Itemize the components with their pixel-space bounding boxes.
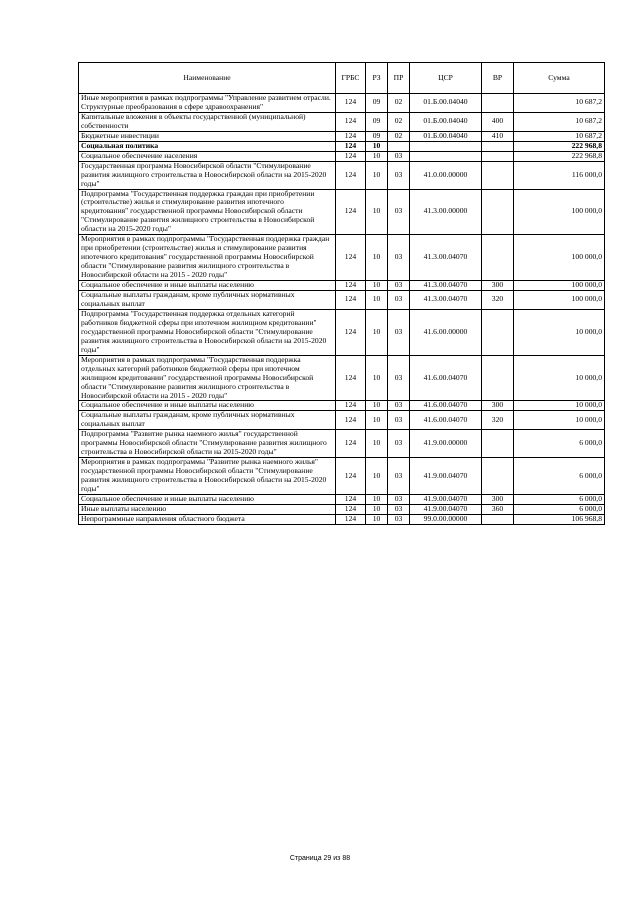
cell-vr [482, 141, 514, 151]
cell-csr: 41.6.00.04070 [410, 401, 482, 411]
cell-csr: 01.Б.00.04040 [410, 112, 482, 131]
cell-name: Непрограммные направления областного бюджета [79, 514, 336, 524]
cell-csr: 41.3.00.04070 [410, 235, 482, 281]
cell-csr: 41.9.00.00000 [410, 430, 482, 458]
cell-pr: 03 [388, 411, 410, 430]
table-row [79, 494, 605, 504]
cell-rz: 10 [366, 514, 388, 524]
header-rz: РЗ [366, 63, 388, 94]
cell-rz: 10 [366, 494, 388, 504]
cell-rz: 10 [366, 235, 388, 281]
table-row [79, 151, 605, 161]
cell-pr: 03 [388, 504, 410, 514]
cell-pr: 02 [388, 94, 410, 113]
cell-name: Социальное обеспечение и иные выплаты населению [79, 281, 336, 291]
table-row [79, 281, 605, 291]
cell-csr [410, 141, 482, 151]
cell-rz: 10 [366, 401, 388, 411]
cell-grbs: 124 [336, 291, 366, 310]
cell-name: Социальное обеспечение и иные выплаты населению [79, 494, 336, 504]
cell-csr: 99.0.00.00000 [410, 514, 482, 524]
table-row [79, 94, 605, 113]
cell-sum: 10 000,0 [514, 309, 605, 355]
cell-sum: 222 968,8 [514, 141, 605, 151]
cell-pr: 03 [388, 161, 410, 189]
cell-name: Социальное обеспечение населения [79, 151, 336, 161]
cell-sum: 10 687,2 [514, 112, 605, 131]
table-row [79, 504, 605, 514]
table-body [79, 94, 605, 525]
table-row [79, 112, 605, 131]
cell-vr: 300 [482, 401, 514, 411]
cell-csr [410, 151, 482, 161]
cell-vr: 300 [482, 281, 514, 291]
cell-name: Социальное обеспечение и иные выплаты населению [79, 401, 336, 411]
cell-pr: 02 [388, 131, 410, 141]
cell-grbs: 124 [336, 189, 366, 235]
cell-pr: 02 [388, 112, 410, 131]
cell-sum: 6 000,0 [514, 494, 605, 504]
cell-grbs: 124 [336, 309, 366, 355]
cell-grbs: 124 [336, 504, 366, 514]
cell-rz: 10 [366, 504, 388, 514]
cell-sum: 10 000,0 [514, 401, 605, 411]
cell-rz: 10 [366, 355, 388, 401]
cell-csr: 41.3.00.00000 [410, 189, 482, 235]
cell-name: Социальная политика [79, 141, 336, 151]
cell-rz: 10 [366, 189, 388, 235]
header-csr: ЦСР [410, 63, 482, 94]
cell-vr [482, 161, 514, 189]
cell-sum: 10 000,0 [514, 411, 605, 430]
cell-vr [482, 355, 514, 401]
cell-pr: 03 [388, 514, 410, 524]
cell-sum: 106 968,8 [514, 514, 605, 524]
cell-sum: 100 000,0 [514, 189, 605, 235]
cell-vr [482, 151, 514, 161]
cell-csr: 41.6.00.04070 [410, 411, 482, 430]
cell-sum: 6 000,0 [514, 458, 605, 495]
cell-grbs: 124 [336, 494, 366, 504]
cell-vr: 410 [482, 131, 514, 141]
table-row [79, 514, 605, 524]
cell-rz: 10 [366, 411, 388, 430]
cell-pr: 03 [388, 189, 410, 235]
table-row [79, 141, 605, 151]
header-pr: ПР [388, 63, 410, 94]
cell-vr: 300 [482, 494, 514, 504]
cell-pr: 03 [388, 401, 410, 411]
cell-name: Мероприятия в рамках подпрограммы "Государственная поддержка граждан при приобретении (строительстве) жилья и стимулирование развития ипотечного кредитования" государственной программы Новосибирской области "Стимулирование развития жилищного строительства в Новосибирской области на 2015 - 2020 годы" [79, 235, 336, 281]
cell-name: Иные выплаты населению [79, 504, 336, 514]
cell-csr: 41.3.00.04070 [410, 281, 482, 291]
cell-grbs: 124 [336, 94, 366, 113]
cell-grbs: 124 [336, 235, 366, 281]
cell-rz: 09 [366, 112, 388, 131]
cell-name: Капитальные вложения в объекты государственной (муниципальной) собственности [79, 112, 336, 131]
table-row [79, 401, 605, 411]
table-row [79, 458, 605, 495]
cell-csr: 41.3.00.04070 [410, 291, 482, 310]
table-row [79, 131, 605, 141]
cell-pr: 03 [388, 151, 410, 161]
cell-sum: 100 000,0 [514, 235, 605, 281]
cell-name: Государственная программа Новосибирской области "Стимулирование развития жилищного строительства в Новосибирской области на 2015-2020 годы" [79, 161, 336, 189]
cell-sum: 10 687,2 [514, 94, 605, 113]
cell-grbs: 124 [336, 151, 366, 161]
cell-grbs: 124 [336, 161, 366, 189]
cell-csr: 01.Б.00.04040 [410, 131, 482, 141]
cell-vr [482, 189, 514, 235]
cell-pr: 03 [388, 458, 410, 495]
cell-sum: 10 000,0 [514, 355, 605, 401]
cell-vr: 320 [482, 291, 514, 310]
cell-vr: 320 [482, 411, 514, 430]
table-row [79, 189, 605, 235]
header-name: Наименование [79, 63, 336, 94]
table-row [79, 235, 605, 281]
page-footer: Страница 29 из 88 [289, 855, 351, 862]
cell-sum: 116 000,0 [514, 161, 605, 189]
cell-sum: 6 000,0 [514, 504, 605, 514]
cell-vr [482, 430, 514, 458]
cell-rz: 10 [366, 430, 388, 458]
cell-csr: 41.0.00.00000 [410, 161, 482, 189]
cell-pr: 03 [388, 281, 410, 291]
cell-rz: 09 [366, 94, 388, 113]
cell-rz: 10 [366, 161, 388, 189]
cell-pr: 03 [388, 235, 410, 281]
cell-pr [388, 141, 410, 151]
cell-name: Иные мероприятия в рамках подпрограммы "Управление развитием отрасли. Структурные преобразования в сфере здравоохранения" [79, 94, 336, 113]
cell-sum: 100 000,0 [514, 281, 605, 291]
cell-name: Подпрограмма "Развитие рынка наемного жилья" государственной программы Новосибирской области "Стимулирование развития жилищного строительства в Новосибирской области на 2015-2020 годы" [79, 430, 336, 458]
table-row [79, 309, 605, 355]
cell-csr: 41.9.00.04070 [410, 458, 482, 495]
cell-rz: 09 [366, 131, 388, 141]
cell-vr [482, 309, 514, 355]
header-vr: ВР [482, 63, 514, 94]
cell-grbs: 124 [336, 141, 366, 151]
cell-csr: 41.9.00.04070 [410, 504, 482, 514]
cell-name: Социальные выплаты гражданам, кроме публичных нормативных социальных выплат [79, 411, 336, 430]
cell-vr [482, 235, 514, 281]
cell-rz: 10 [366, 309, 388, 355]
cell-name: Мероприятия в рамках подпрограммы "Развитие рынка наемного жилья" государственной программы Новосибирской области "Стимулирование развития жилищного строительства в Новосибирской области на 2015-2020 годы" [79, 458, 336, 495]
cell-rz: 10 [366, 291, 388, 310]
cell-sum: 222 968,8 [514, 151, 605, 161]
cell-sum: 100 000,0 [514, 291, 605, 310]
cell-rz: 10 [366, 281, 388, 291]
cell-vr [482, 458, 514, 495]
cell-rz: 10 [366, 151, 388, 161]
cell-name: Подпрограмма "Государственная поддержка граждан при приобретении (строительстве) жилья и стимулирование развития ипотечного кредитования" государственной программы Новосибирской области "Стимулирование развития жилищного строительства в Новосибирской области на 2015-2020 годы" [79, 189, 336, 235]
table-row [79, 161, 605, 189]
table-row [79, 411, 605, 430]
cell-grbs: 124 [336, 514, 366, 524]
cell-grbs: 124 [336, 401, 366, 411]
cell-pr: 03 [388, 291, 410, 310]
cell-pr: 03 [388, 494, 410, 504]
budget-table [78, 62, 605, 525]
cell-name: Подпрограмма "Государственная поддержка отдельных категорий работников бюджетной сферы при ипотечном жилищном кредитовании" государственной программы Новосибирской области "Стимулирование развития жилищного строительства в Новосибирской области на 2015-2020 годы" [79, 309, 336, 355]
table-row [79, 430, 605, 458]
cell-grbs: 124 [336, 355, 366, 401]
cell-csr: 41.6.00.04070 [410, 355, 482, 401]
header-grbs: ГРБС [336, 63, 366, 94]
cell-grbs: 124 [336, 112, 366, 131]
cell-vr: 400 [482, 112, 514, 131]
cell-vr: 360 [482, 504, 514, 514]
cell-grbs: 124 [336, 458, 366, 495]
cell-grbs: 124 [336, 281, 366, 291]
cell-grbs: 124 [336, 411, 366, 430]
cell-name: Мероприятия в рамках подпрограммы "Государственная поддержка отдельных категорий работников бюджетной сферы при ипотечном жилищном кредитовании" государственной программы Новосибирской области "Стимулирование развития жилищного строительства в Новосибирской области на 2015 - 2020 годы" [79, 355, 336, 401]
table-header-row [79, 63, 605, 94]
cell-name: Социальные выплаты гражданам, кроме публичных нормативных социальных выплат [79, 291, 336, 310]
cell-pr: 03 [388, 430, 410, 458]
cell-pr: 03 [388, 355, 410, 401]
header-sum: Сумма [514, 63, 605, 94]
cell-grbs: 124 [336, 131, 366, 141]
cell-pr: 03 [388, 309, 410, 355]
cell-vr [482, 94, 514, 113]
table-row [79, 291, 605, 310]
cell-vr [482, 514, 514, 524]
cell-name: Бюджетные инвестиции [79, 131, 336, 141]
cell-csr: 41.6.00.00000 [410, 309, 482, 355]
cell-sum: 10 687,2 [514, 131, 605, 141]
cell-csr: 41.9.00.04070 [410, 494, 482, 504]
cell-sum: 6 000,0 [514, 430, 605, 458]
table-row [79, 355, 605, 401]
cell-grbs: 124 [336, 430, 366, 458]
cell-rz: 10 [366, 141, 388, 151]
cell-csr: 01.Б.00.04040 [410, 94, 482, 113]
cell-rz: 10 [366, 458, 388, 495]
